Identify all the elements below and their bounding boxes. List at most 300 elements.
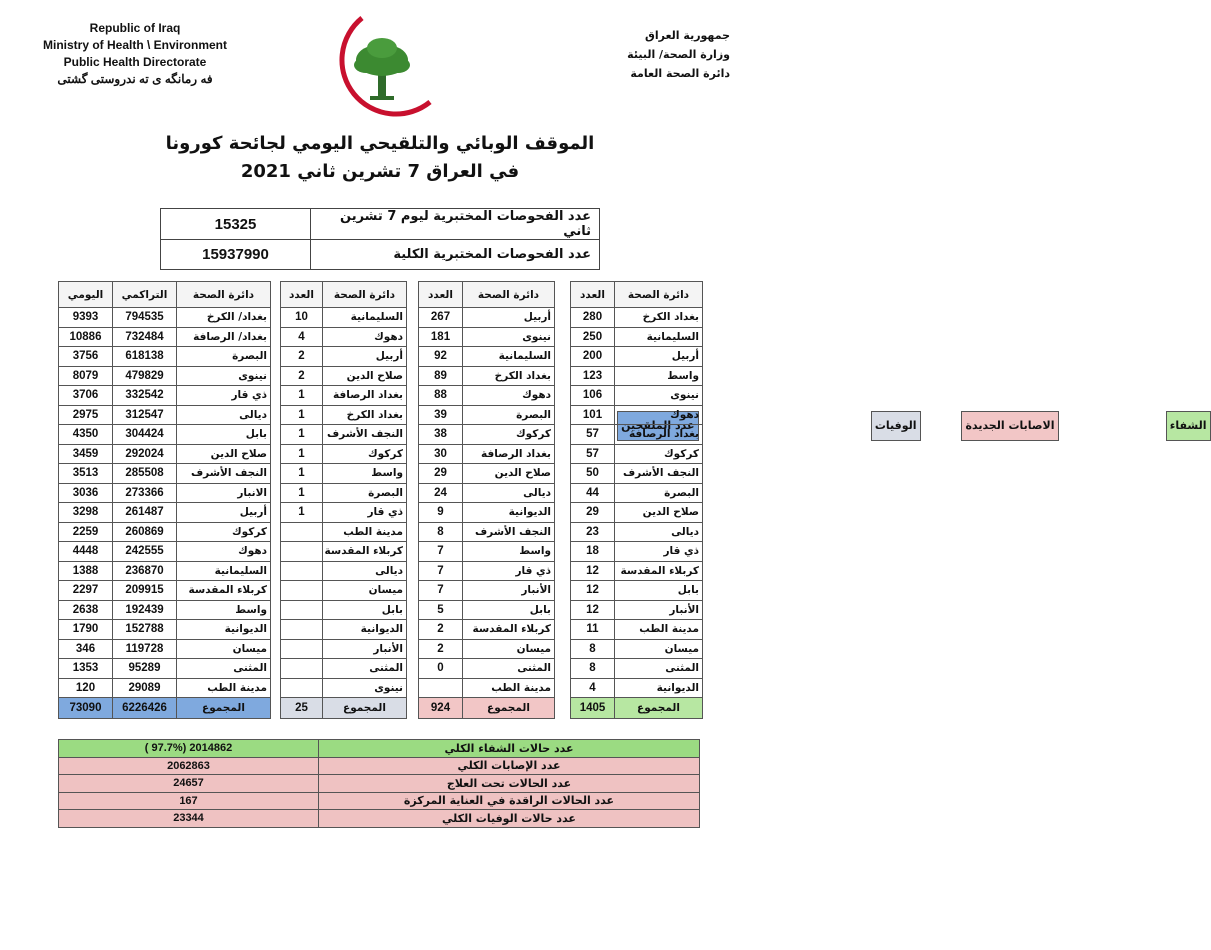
count-cell: 50 <box>571 464 615 484</box>
header-en-line: Republic of Iraq <box>89 21 181 35</box>
count-cell: 181 <box>419 327 463 347</box>
place-cell: ذي قار <box>463 561 555 581</box>
table-row <box>59 386 271 406</box>
table-header-row <box>281 282 407 308</box>
table-row <box>281 464 407 484</box>
place-cell: واسط <box>323 464 407 484</box>
daily-vaccinated-cell: 346 <box>59 639 113 659</box>
table-row <box>281 425 407 445</box>
summary-label: عدد حالات الشفاء الكلي <box>319 740 700 758</box>
table-row <box>419 425 555 445</box>
place-cell: ديالى <box>177 405 271 425</box>
count-cell: 5 <box>419 600 463 620</box>
table-row <box>571 366 703 386</box>
table-row <box>419 347 555 367</box>
summary-value: ( 97.7%) 2014862 <box>59 740 319 758</box>
place-cell: ديالى <box>323 561 407 581</box>
place-cell: بغداد الكرخ <box>463 366 555 386</box>
table-row <box>419 503 555 523</box>
cumulative-vaccinated-cell: 119728 <box>113 639 177 659</box>
table-row <box>419 366 555 386</box>
cumulative-vaccinated-cell: 152788 <box>113 620 177 640</box>
table-row <box>571 425 703 445</box>
column-header: التراكمي <box>113 282 177 308</box>
place-cell: ذي قار <box>177 386 271 406</box>
place-cell: دهوك <box>323 327 407 347</box>
table-row <box>281 386 407 406</box>
recovery-title: الشفاء <box>1166 412 1210 441</box>
place-cell: ديالى <box>615 522 703 542</box>
count-cell: 1 <box>281 444 323 464</box>
table-row <box>281 542 407 562</box>
table-row <box>59 600 271 620</box>
daily-vaccinated-cell: 3706 <box>59 386 113 406</box>
table-row <box>419 639 555 659</box>
count-cell <box>281 600 323 620</box>
table-row <box>571 522 703 542</box>
place-cell: صلاح الدين <box>177 444 271 464</box>
table-row <box>571 483 703 503</box>
column-header: دائرة الصحة <box>323 282 407 308</box>
table-row <box>419 542 555 562</box>
table-row <box>59 464 271 484</box>
daily-vaccinated-cell: 3513 <box>59 464 113 484</box>
count-cell: 4 <box>571 678 615 698</box>
summary-label: عدد الحالات الراقدة في العناية المركزة <box>319 792 700 810</box>
table-row <box>419 678 555 698</box>
count-cell: 38 <box>419 425 463 445</box>
table-row <box>59 347 271 367</box>
count-cell: 30 <box>419 444 463 464</box>
count-cell: 280 <box>571 308 615 328</box>
summary-row <box>59 792 700 810</box>
daily-vaccinated-cell: 2975 <box>59 405 113 425</box>
cumulative-vaccinated-cell: 312547 <box>113 405 177 425</box>
table-row <box>571 620 703 640</box>
count-cell: 39 <box>419 405 463 425</box>
table-row <box>419 620 555 640</box>
place-cell: كركوك <box>177 522 271 542</box>
place-cell: أربيل <box>615 347 703 367</box>
place-cell: الانبار <box>177 483 271 503</box>
place-cell: دهوك <box>463 386 555 406</box>
column-header: العدد <box>571 282 615 308</box>
table-row <box>419 561 555 581</box>
table-row <box>59 308 271 328</box>
place-cell: النجف الأشرف <box>615 464 703 484</box>
table-row <box>571 639 703 659</box>
place-cell: بغداد/ الكرخ <box>177 308 271 328</box>
count-cell <box>281 522 323 542</box>
place-cell: الأنبار <box>323 639 407 659</box>
table-row <box>571 503 703 523</box>
table-row <box>59 483 271 503</box>
count-cell: 7 <box>419 581 463 601</box>
daily-vaccinated-cell: 1388 <box>59 561 113 581</box>
table-row <box>59 522 271 542</box>
summary-value: 24657 <box>59 775 319 793</box>
place-cell: ديالى <box>463 483 555 503</box>
count-cell <box>281 581 323 601</box>
title-line-1: الموقف الوبائي والتلقيحي اليومي لجائحة كورونا <box>165 133 595 154</box>
place-cell: دهوك <box>177 542 271 562</box>
table-row <box>419 600 555 620</box>
daily-vaccinated-cell: 8079 <box>59 366 113 386</box>
total-cell: 1405 <box>571 698 615 719</box>
count-cell: 18 <box>571 542 615 562</box>
total-cell: 73090 <box>59 698 113 719</box>
lab-total-value: 15937990 <box>161 240 311 270</box>
table-row <box>281 581 407 601</box>
place-cell: الديوانية <box>177 620 271 640</box>
place-cell: ذي قار <box>323 503 407 523</box>
count-cell: 1 <box>281 464 323 484</box>
header-ar-line: جمهورية العراق <box>645 29 730 42</box>
table-row <box>59 639 271 659</box>
place-cell: النجف الأشرف <box>323 425 407 445</box>
table-row <box>419 522 555 542</box>
daily-vaccinated-cell: 4350 <box>59 425 113 445</box>
place-cell: بابل <box>463 600 555 620</box>
count-cell: 8 <box>571 659 615 679</box>
count-cell: 12 <box>571 600 615 620</box>
summary-table <box>58 739 700 828</box>
ministry-logo <box>318 10 448 120</box>
summary-row <box>59 810 700 828</box>
count-cell: 8 <box>571 639 615 659</box>
place-cell: دهوك <box>615 405 703 425</box>
place-cell: السليمانية <box>177 561 271 581</box>
place-cell: الأنبار <box>615 600 703 620</box>
table-row <box>59 581 271 601</box>
lab-total-row <box>161 240 600 270</box>
place-cell: ميسان <box>177 639 271 659</box>
total-row <box>281 698 407 719</box>
place-cell: البصرة <box>615 483 703 503</box>
table-row <box>419 659 555 679</box>
place-cell: ذي قار <box>615 542 703 562</box>
place-cell: مدينة الطب <box>177 678 271 698</box>
table-row <box>419 581 555 601</box>
count-cell <box>281 678 323 698</box>
daily-vaccinated-cell: 10886 <box>59 327 113 347</box>
english-header <box>10 20 260 88</box>
infections-title: الاصابات الجديدة <box>962 412 1058 441</box>
place-cell: كربلاء المقدسة <box>463 620 555 640</box>
place-cell: بغداد الرصافة <box>323 386 407 406</box>
table-row <box>571 347 703 367</box>
table-row <box>571 386 703 406</box>
table-row <box>281 600 407 620</box>
table-row <box>419 405 555 425</box>
cumulative-vaccinated-cell: 209915 <box>113 581 177 601</box>
table-row <box>571 308 703 328</box>
arabic-header <box>550 26 730 83</box>
table-header-row <box>419 282 555 308</box>
table-row <box>59 444 271 464</box>
cumulative-vaccinated-cell: 285508 <box>113 464 177 484</box>
cumulative-vaccinated-cell: 618138 <box>113 347 177 367</box>
place-cell: المثنى <box>323 659 407 679</box>
page-title <box>120 130 640 186</box>
place-cell: السليمانية <box>615 327 703 347</box>
total-cell: المجموع <box>463 698 555 719</box>
cumulative-vaccinated-cell: 242555 <box>113 542 177 562</box>
table-row <box>571 581 703 601</box>
count-cell: 8 <box>419 522 463 542</box>
table-row <box>571 464 703 484</box>
header-ar-line: دائرة الصحة العامة <box>630 67 730 80</box>
place-cell: بابل <box>177 425 271 445</box>
count-cell: 2 <box>281 366 323 386</box>
count-cell: 12 <box>571 561 615 581</box>
count-cell: 57 <box>571 444 615 464</box>
place-cell: نينوى <box>177 366 271 386</box>
place-cell: نينوى <box>323 678 407 698</box>
place-cell: كركوك <box>615 444 703 464</box>
place-cell: مدينة الطب <box>463 678 555 698</box>
count-cell: 1 <box>281 405 323 425</box>
place-cell: الديوانية <box>323 620 407 640</box>
count-cell: 2 <box>419 639 463 659</box>
daily-vaccinated-cell: 3298 <box>59 503 113 523</box>
table-header-row <box>59 282 271 308</box>
place-cell: البصرة <box>463 405 555 425</box>
place-cell: بابل <box>615 581 703 601</box>
summary-value: 167 <box>59 792 319 810</box>
table-row <box>281 561 407 581</box>
column-header: العدد <box>419 282 463 308</box>
place-cell: ميسان <box>323 581 407 601</box>
table-row <box>281 639 407 659</box>
table-row <box>419 444 555 464</box>
title-line-2: في العراق 7 تشرين ثاني 2021 <box>240 161 520 182</box>
header-en-line: Ministry of Health \ Environment <box>42 38 228 52</box>
place-cell: السليمانية <box>323 308 407 328</box>
daily-vaccinated-cell: 3036 <box>59 483 113 503</box>
daily-vaccinated-cell: 4448 <box>59 542 113 562</box>
table-row <box>419 386 555 406</box>
table-row <box>281 405 407 425</box>
place-cell: البصرة <box>323 483 407 503</box>
cumulative-vaccinated-cell: 260869 <box>113 522 177 542</box>
place-cell: مدينة الطب <box>615 620 703 640</box>
cumulative-vaccinated-cell: 794535 <box>113 308 177 328</box>
place-cell: السليمانية <box>463 347 555 367</box>
summary-label: عدد حالات الوفيات الكلي <box>319 810 700 828</box>
cumulative-vaccinated-cell: 292024 <box>113 444 177 464</box>
table-row <box>59 503 271 523</box>
total-cell: 6226426 <box>113 698 177 719</box>
table-row <box>571 659 703 679</box>
count-cell <box>281 561 323 581</box>
summary-value: 23344 <box>59 810 319 828</box>
table-row <box>281 308 407 328</box>
table-row <box>281 620 407 640</box>
table-row <box>59 366 271 386</box>
count-cell: 88 <box>419 386 463 406</box>
total-cell: المجموع <box>615 698 703 719</box>
table-row <box>281 347 407 367</box>
count-cell: 23 <box>571 522 615 542</box>
cumulative-vaccinated-cell: 95289 <box>113 659 177 679</box>
count-cell <box>419 678 463 698</box>
place-cell: بغداد الرصافة <box>615 425 703 445</box>
place-cell: المثنى <box>615 659 703 679</box>
place-cell: المثنى <box>463 659 555 679</box>
cumulative-vaccinated-cell: 192439 <box>113 600 177 620</box>
count-cell: 1 <box>281 483 323 503</box>
count-cell: 24 <box>419 483 463 503</box>
table-row <box>281 444 407 464</box>
place-cell: المثنى <box>177 659 271 679</box>
count-cell: 29 <box>571 503 615 523</box>
place-cell: صلاح الدين <box>323 366 407 386</box>
deaths-title: الوفيات <box>871 412 920 441</box>
summary-label: عدد الحالات تحت العلاج <box>319 775 700 793</box>
table-row <box>571 405 703 425</box>
place-cell: بغداد الكرخ <box>615 308 703 328</box>
place-cell: ميسان <box>615 639 703 659</box>
place-cell: كربلاء المقدسة <box>615 561 703 581</box>
count-cell: 250 <box>571 327 615 347</box>
total-cell: المجموع <box>177 698 271 719</box>
place-cell: مدينة الطب <box>323 522 407 542</box>
table-row <box>419 308 555 328</box>
count-cell <box>281 620 323 640</box>
header-ar-line: وزارة الصحة/ البيئة <box>627 48 730 61</box>
count-cell: 2 <box>281 347 323 367</box>
count-cell: 106 <box>571 386 615 406</box>
summary-row <box>59 740 700 758</box>
count-cell: 57 <box>571 425 615 445</box>
cumulative-vaccinated-cell: 29089 <box>113 678 177 698</box>
count-cell: 92 <box>419 347 463 367</box>
count-cell: 200 <box>571 347 615 367</box>
place-cell: أربيل <box>463 308 555 328</box>
table-row <box>59 542 271 562</box>
total-row <box>419 698 555 719</box>
count-cell: 11 <box>571 620 615 640</box>
place-cell: الأنبار <box>463 581 555 601</box>
table-row <box>281 366 407 386</box>
count-cell: 44 <box>571 483 615 503</box>
header-en-line: فه رمانگه ی ته ندروستی گشتی <box>57 72 213 86</box>
daily-vaccinated-cell: 1353 <box>59 659 113 679</box>
daily-vaccinated-cell: 2638 <box>59 600 113 620</box>
table-row <box>281 327 407 347</box>
column-header: العدد <box>281 282 323 308</box>
table-row <box>59 659 271 679</box>
column-header: دائرة الصحة <box>615 282 703 308</box>
column-header: اليومي <box>59 282 113 308</box>
place-cell: الديوانية <box>463 503 555 523</box>
place-cell: صلاح الدين <box>615 503 703 523</box>
count-cell: 2 <box>419 620 463 640</box>
table-row <box>571 561 703 581</box>
daily-vaccinated-cell: 3756 <box>59 347 113 367</box>
total-row <box>59 698 271 719</box>
table-row <box>571 542 703 562</box>
count-cell: 4 <box>281 327 323 347</box>
count-cell: 267 <box>419 308 463 328</box>
lab-total-label: عدد الفحوصات المختبرية الكلية <box>311 240 600 270</box>
daily-vaccinated-cell: 2297 <box>59 581 113 601</box>
place-cell: واسط <box>463 542 555 562</box>
place-cell: بغداد/ الرصافة <box>177 327 271 347</box>
lab-daily-label: عدد الفحوصات المختبرية ليوم 7 تشرين ثاني <box>311 209 600 240</box>
count-cell: 101 <box>571 405 615 425</box>
cumulative-vaccinated-cell: 732484 <box>113 327 177 347</box>
place-cell: صلاح الدين <box>463 464 555 484</box>
place-cell: ميسان <box>463 639 555 659</box>
table-header-row <box>571 282 703 308</box>
column-header: دائرة الصحة <box>463 282 555 308</box>
table-row <box>59 561 271 581</box>
cumulative-vaccinated-cell: 273366 <box>113 483 177 503</box>
place-cell: كربلاء المقدسة <box>323 542 407 562</box>
count-cell: 29 <box>419 464 463 484</box>
cumulative-vaccinated-cell: 332542 <box>113 386 177 406</box>
table-row <box>281 678 407 698</box>
table-title-row <box>691 411 1211 441</box>
place-cell: بغداد الرصافة <box>463 444 555 464</box>
daily-vaccinated-cell: 120 <box>59 678 113 698</box>
cumulative-vaccinated-cell: 479829 <box>113 366 177 386</box>
lab-tests-table <box>160 208 600 270</box>
table-row <box>419 464 555 484</box>
total-row <box>571 698 703 719</box>
table-row <box>571 600 703 620</box>
summary-row <box>59 757 700 775</box>
count-cell: 7 <box>419 542 463 562</box>
daily-vaccinated-cell: 9393 <box>59 308 113 328</box>
lab-daily-row <box>161 209 600 240</box>
table-row <box>419 327 555 347</box>
table-row <box>571 678 703 698</box>
table-row <box>281 483 407 503</box>
summary-row <box>59 775 700 793</box>
total-cell: المجموع <box>323 698 407 719</box>
place-cell: الديوانية <box>615 678 703 698</box>
count-cell: 1 <box>281 425 323 445</box>
table-row <box>419 483 555 503</box>
table-row <box>59 327 271 347</box>
total-cell: 25 <box>281 698 323 719</box>
place-cell: النجف الأشرف <box>463 522 555 542</box>
place-cell: واسط <box>177 600 271 620</box>
daily-vaccinated-cell: 3459 <box>59 444 113 464</box>
table-row <box>281 522 407 542</box>
daily-vaccinated-cell: 2259 <box>59 522 113 542</box>
table-row <box>59 678 271 698</box>
count-cell: 1 <box>281 503 323 523</box>
column-header: دائرة الصحة <box>177 282 271 308</box>
cumulative-vaccinated-cell: 261487 <box>113 503 177 523</box>
table-row <box>281 659 407 679</box>
table-row <box>281 503 407 523</box>
count-cell: 10 <box>281 308 323 328</box>
ministry-logo-graphic <box>318 10 448 120</box>
summary-label: عدد الإصابات الكلي <box>319 757 700 775</box>
cumulative-vaccinated-cell: 236870 <box>113 561 177 581</box>
place-cell: نينوى <box>463 327 555 347</box>
count-cell <box>281 639 323 659</box>
daily-vaccinated-cell: 1790 <box>59 620 113 640</box>
place-cell: البصرة <box>177 347 271 367</box>
count-cell <box>281 659 323 679</box>
count-cell: 7 <box>419 561 463 581</box>
